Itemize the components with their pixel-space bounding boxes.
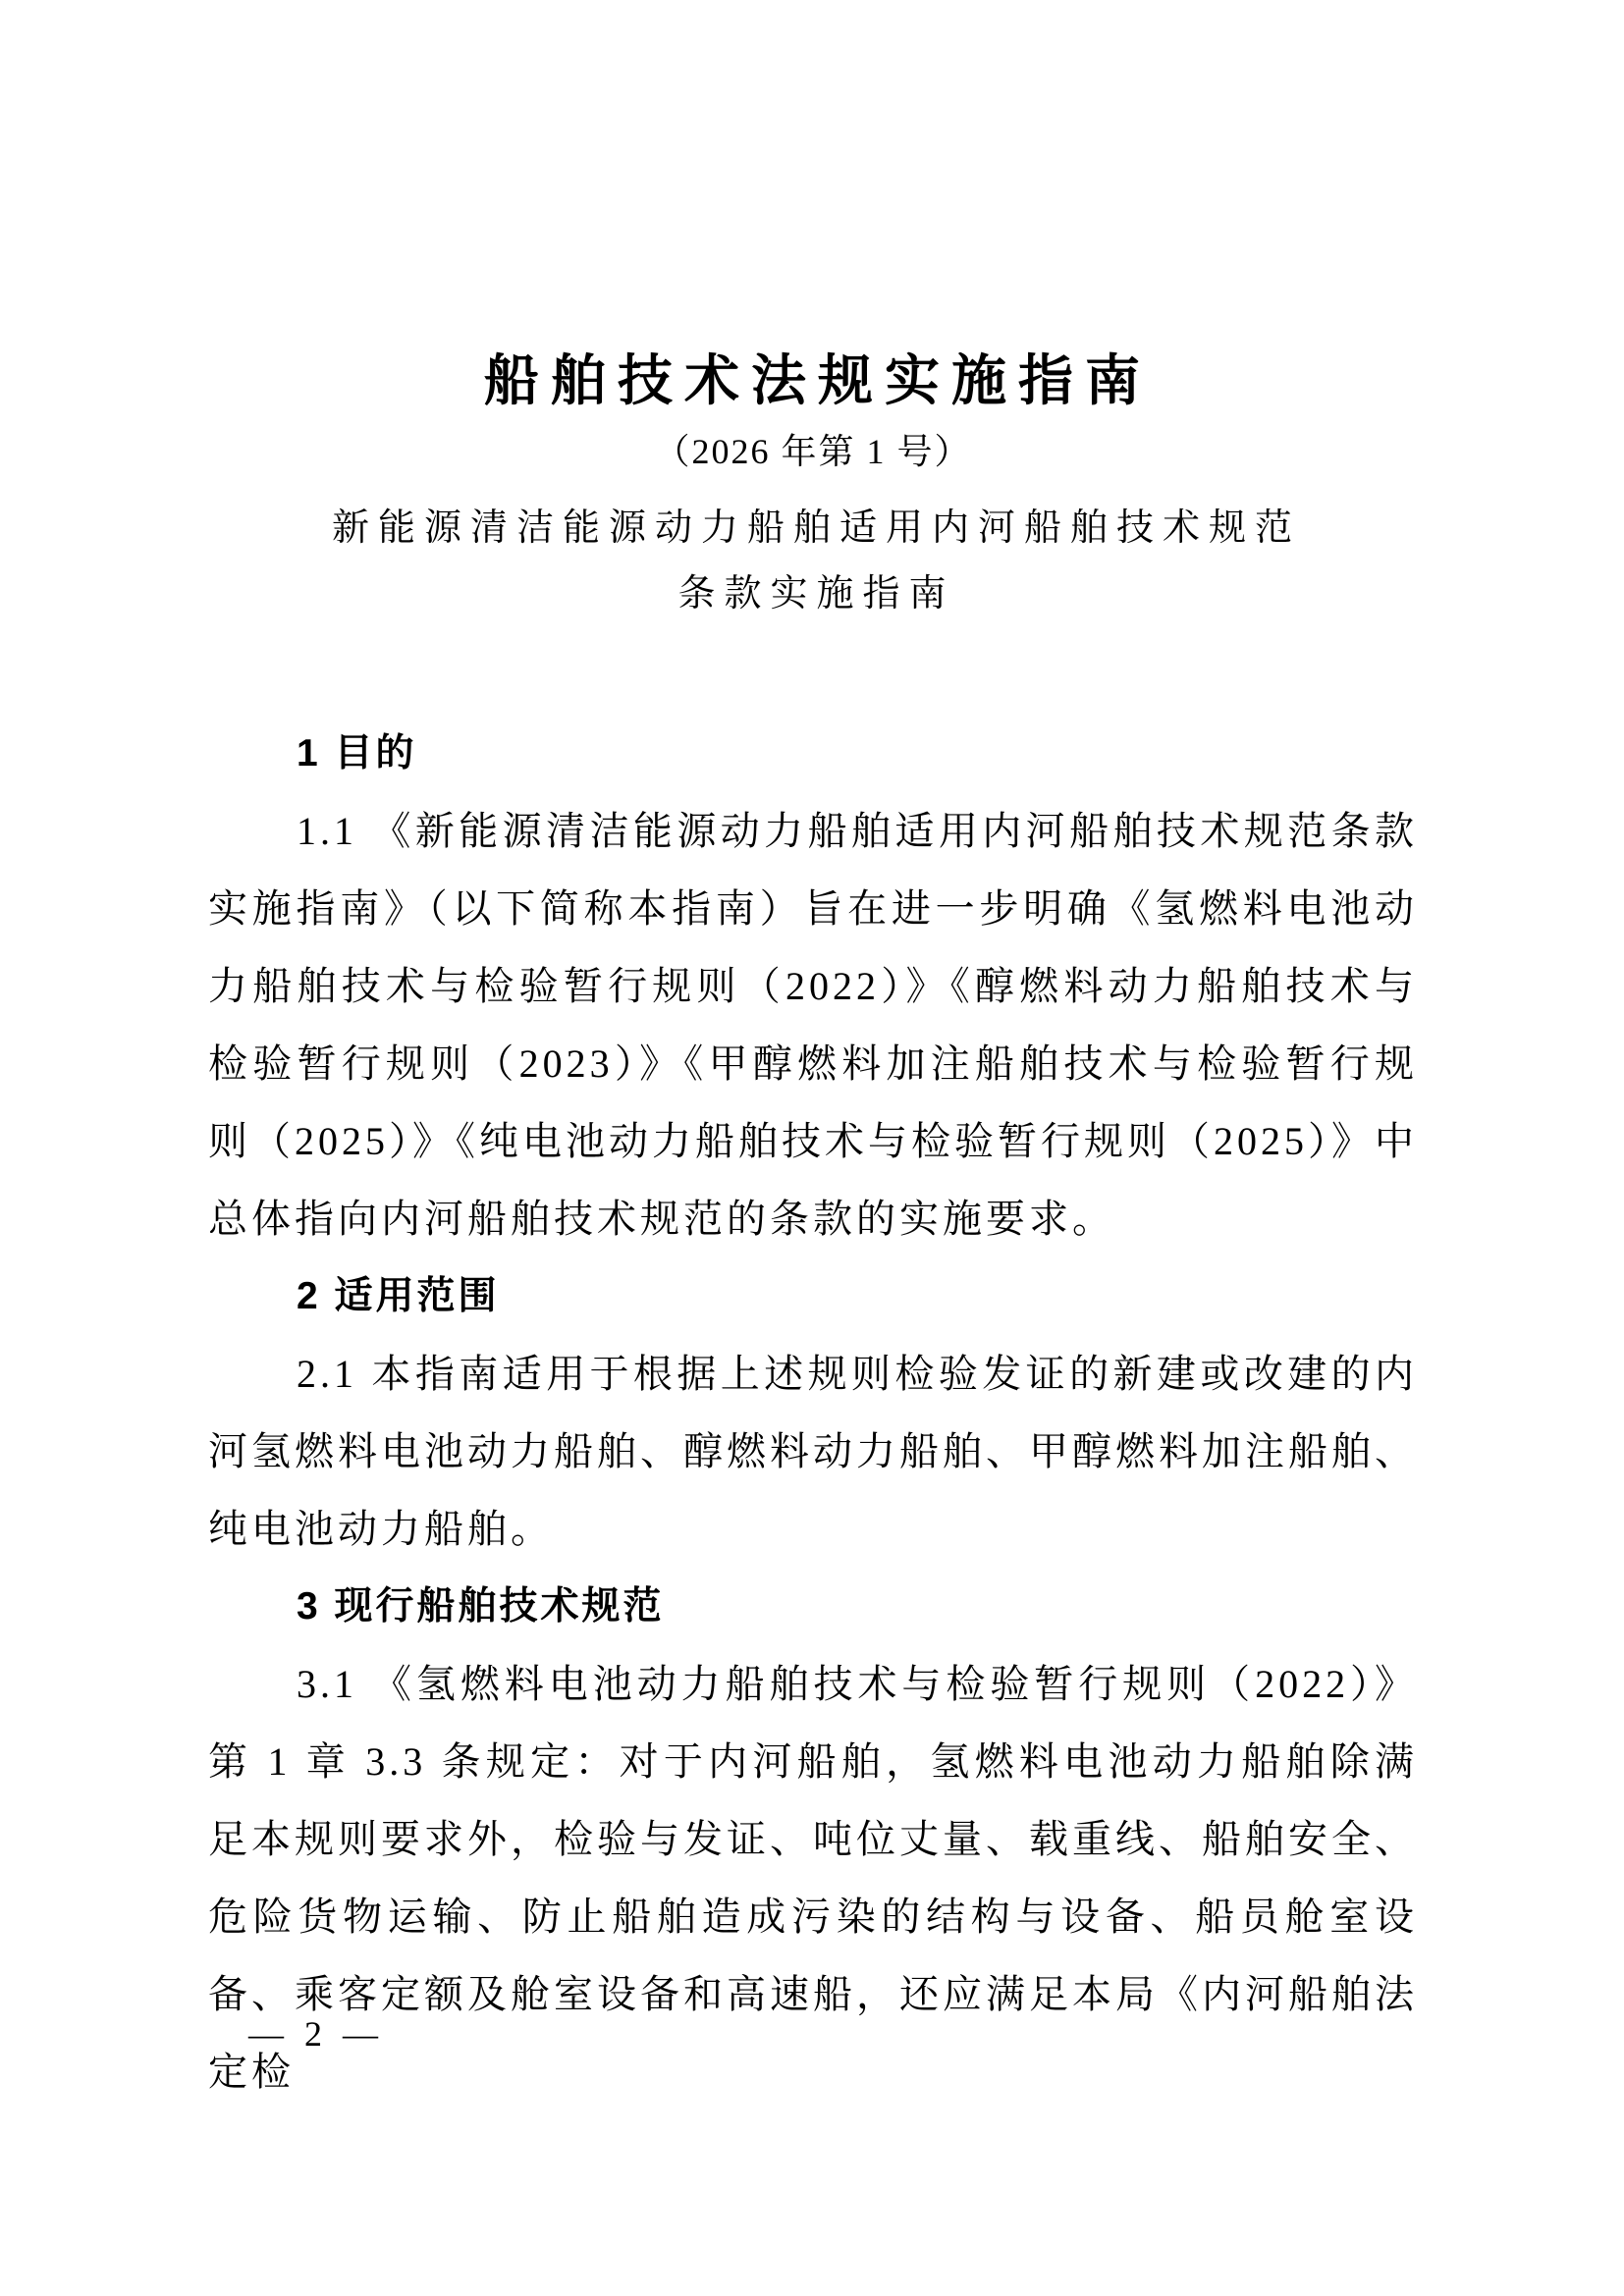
page-footer [248, 2012, 384, 2056]
document-body [208, 715, 1418, 2110]
section-heading-purpose: 1 目的 [297, 732, 417, 774]
section-heading-scope: 2 适用范围 [297, 1275, 500, 1317]
section-paragraph: 3.1 《氢燃料电池动力船舶技术与检验暂行规则（2022）》第 1 章 3.3 条规定：对于内河船舶，氢燃料电池动力船舶除满足本规则要求外，检验与发证、吨位丈量、载重线、船舶安全、危险货物运输、防止船舶造成污染的结构与设备、船员舱室设备、乘客定额及舱室设备和高速船，还应满足本局《内河船舶法定检 [208, 1662, 1418, 2094]
document-title: 船舶技术法规实施指南 [484, 351, 1152, 412]
section-paragraph: 1.1 《新能源清洁能源动力船舶适用内河船舶技术规范条款实施指南》（以下简称本指南）旨在进一步明确《氢燃料电池动力船舶技术与检验暂行规则（2022）》《醇燃料动力船舶技术与检验暂行规则（2023）》《甲醇燃料加注船舶技术与检验暂行规则（2025）》《纯电池动力船舶技术与检验暂行规则（2025）》中总体指向内河船舶技术规范的条款的实施要求。 [208, 809, 1418, 1241]
section-scope [208, 1257, 1418, 1568]
issue-number: （2026 年第 1 号） [654, 432, 972, 471]
document-subtitle-line1: 新能源清洁能源动力船舶适用内河船舶技术规范 [331, 507, 1301, 549]
section-paragraph: 2.1 本指南适用于根据上述规则检验发证的新建或改建的内河氢燃料电池动力船舶、醇燃料动力船舶、甲醇燃料加注船舶、纯电池动力船舶。 [208, 1352, 1418, 1551]
document-header [0, 0, 1624, 617]
document-subtitle-line2: 条款实施指南 [677, 573, 955, 614]
section-purpose [208, 715, 1418, 1257]
page-number: — 2 — [248, 2014, 384, 2054]
section-current-regulations [208, 1568, 1418, 2110]
section-heading-current-regulations: 3 现行船舶技术规范 [297, 1585, 665, 1628]
